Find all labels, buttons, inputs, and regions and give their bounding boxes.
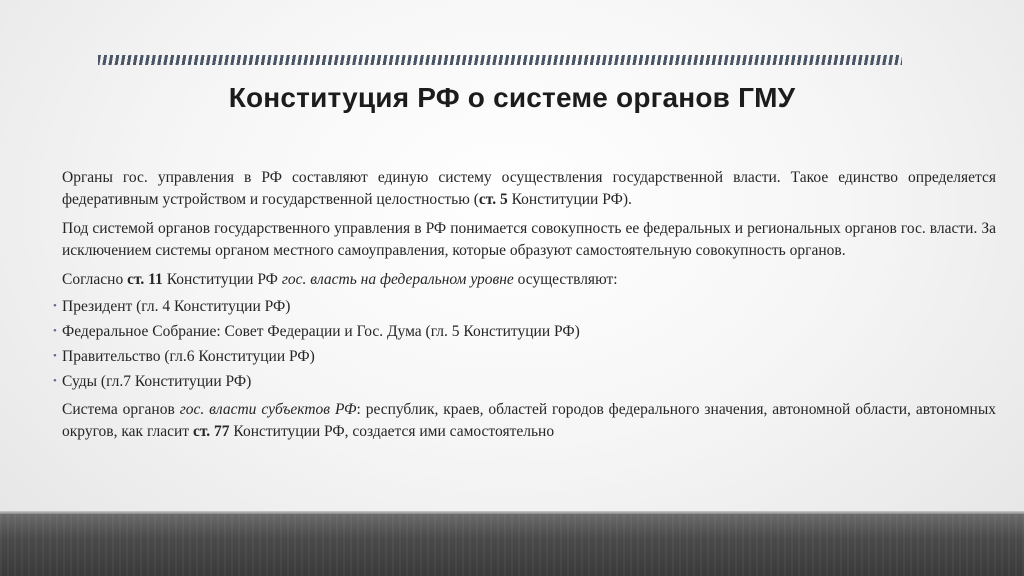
paragraph-unity-text: Органы гос. управления в РФ составляют единую систему осуществления государственной власти. Такое единство определяется федеративным устройством и государственной целостностью (	[62, 169, 996, 208]
floor-background	[0, 514, 1024, 576]
list-item-text: Федеральное Собрание: Совет Федерации и Гос. Дума (гл. 5 Конституции РФ)	[62, 323, 580, 340]
slide-content	[53, 167, 996, 450]
slide-title: Конституция РФ о системе органов ГМУ	[228, 82, 796, 113]
federal-level-phrase: гос. власть на федеральном уровне	[281, 271, 514, 288]
bullet-icon: •	[53, 300, 57, 312]
list-item-government	[54, 344, 996, 369]
bullet-icon: •	[53, 375, 57, 387]
paragraph-federal-tail: осуществляют:	[513, 271, 618, 288]
paragraph-unity-tail: Конституции РФ).	[507, 191, 632, 208]
list-item-text: Президент (гл. 4 Конституции РФ)	[62, 298, 291, 315]
article-77-ref: ст. 77	[192, 423, 230, 440]
paragraph-federal-level	[62, 269, 996, 291]
article-11-ref: ст. 11	[127, 271, 163, 288]
article-5-ref: ст. 5	[478, 191, 508, 208]
paragraph-subjects-pre: Система органов	[62, 401, 180, 418]
list-item-president	[54, 294, 996, 319]
paragraph-unity	[62, 167, 996, 211]
subjects-phrase: гос. власти субъектов РФ	[179, 401, 357, 418]
decorative-stripe	[98, 55, 902, 65]
list-item-federal-assembly	[54, 319, 996, 344]
paragraph-subjects-mid: : республик, краев, областей городов федерального значения, автономной области, автономных округов, как гласит	[62, 401, 996, 440]
paragraph-subjects	[62, 399, 996, 443]
list-item-text: Суды (гл.7 Конституции РФ)	[62, 373, 252, 390]
paragraph-federal-pre: Согласно	[62, 271, 128, 288]
paragraph-federal-mid: Конституции РФ	[162, 271, 282, 288]
list-item-courts	[54, 369, 996, 394]
paragraph-subjects-tail: Конституции РФ, создается ими самостоятельно	[229, 423, 555, 440]
paragraph-system-definition: Под системой органов государственного управления в РФ понимается совокупность ее федеральных и региональных органов гос. власти. За исключением системы органом местного самоуправления, которые образуют самостоятельную совокупность органов.	[62, 220, 996, 259]
federal-bodies-list	[54, 294, 996, 394]
list-item-text: Правительство (гл.6 Конституции РФ)	[62, 348, 315, 365]
bullet-icon: •	[53, 350, 57, 362]
bullet-icon: •	[53, 325, 57, 337]
